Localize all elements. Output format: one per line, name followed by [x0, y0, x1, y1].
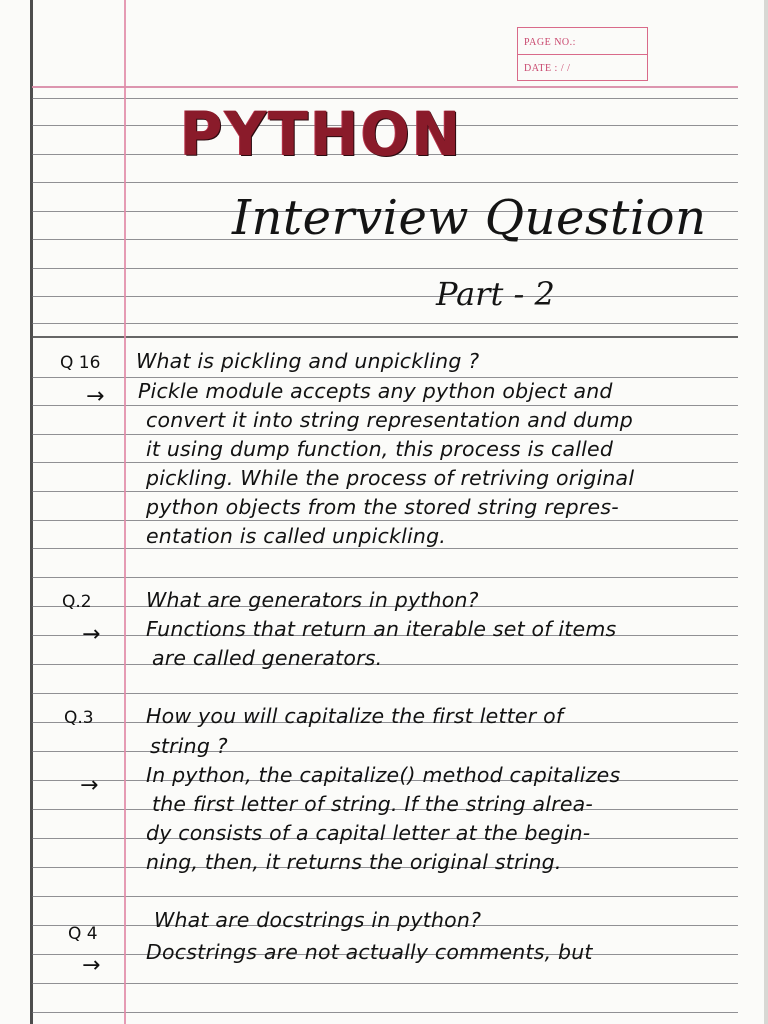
ruled-line [32, 405, 738, 406]
ruled-line [32, 462, 738, 463]
ruled-line [32, 520, 738, 521]
page-date-box [517, 27, 648, 81]
ruled-line [32, 577, 738, 578]
page-subtitle: Interview Question [232, 190, 707, 246]
question-number: Q 4 [68, 924, 98, 944]
top-rule [32, 86, 738, 88]
answer-line: Functions that return an iterable set of items [146, 617, 617, 641]
answer-line: the first letter of string. If the string alrea- [152, 792, 593, 816]
ruled-line [32, 664, 738, 665]
ruled-line [32, 336, 738, 338]
answer-arrow-icon: → [80, 773, 99, 798]
answer-line: Docstrings are not actually comments, but [146, 940, 593, 964]
answer-arrow-icon: → [82, 622, 101, 647]
date-box-divider [518, 54, 647, 55]
question-text: What are generators in python? [146, 588, 479, 612]
ruled-line [32, 1012, 738, 1013]
page-title: PYTHON [180, 98, 463, 170]
answer-line: python objects from the stored string repres- [146, 495, 619, 519]
answer-line: are called generators. [152, 646, 383, 670]
part-label: Part - 2 [436, 275, 555, 313]
answer-line: pickling. While the process of retriving original [146, 466, 635, 490]
question-number: Q.3 [64, 708, 94, 728]
ruled-line [32, 182, 738, 183]
answer-line: it using dump function, this process is called [146, 437, 614, 461]
ruled-line [32, 377, 738, 378]
ruled-line [32, 896, 738, 897]
answer-line: Pickle module accepts any python object and [138, 379, 613, 403]
ruled-line [32, 548, 738, 549]
answer-line: ning, then, it returns the original string. [146, 850, 562, 874]
answer-arrow-icon: → [82, 953, 101, 978]
page-no-label: PAGE NO.: [524, 37, 576, 48]
question-number: Q.2 [62, 592, 92, 612]
ruled-line [32, 983, 738, 984]
question-text: How you will capitalize the first letter of [146, 704, 564, 728]
ruled-line [32, 491, 738, 492]
ruled-line [32, 296, 738, 297]
ruled-line [32, 323, 738, 324]
answer-line: dy consists of a capital letter at the begin- [146, 821, 591, 845]
question-text: What is pickling and unpickling ? [136, 349, 480, 373]
answer-line: In python, the capitalize() method capitalizes [146, 763, 621, 787]
ruled-line [32, 268, 738, 269]
margin-line [124, 0, 126, 1024]
answer-arrow-icon: → [86, 384, 105, 409]
ruled-line [32, 693, 738, 694]
date-label: DATE : / / [524, 63, 571, 74]
answer-line: convert it into string representation and dump [146, 408, 633, 432]
ruled-line [32, 434, 738, 435]
question-text: string ? [150, 734, 228, 758]
ruled-line [32, 751, 738, 752]
answer-line: entation is called unpickling. [146, 524, 446, 548]
question-text: What are docstrings in python? [154, 908, 482, 932]
question-number: Q 16 [60, 353, 101, 373]
